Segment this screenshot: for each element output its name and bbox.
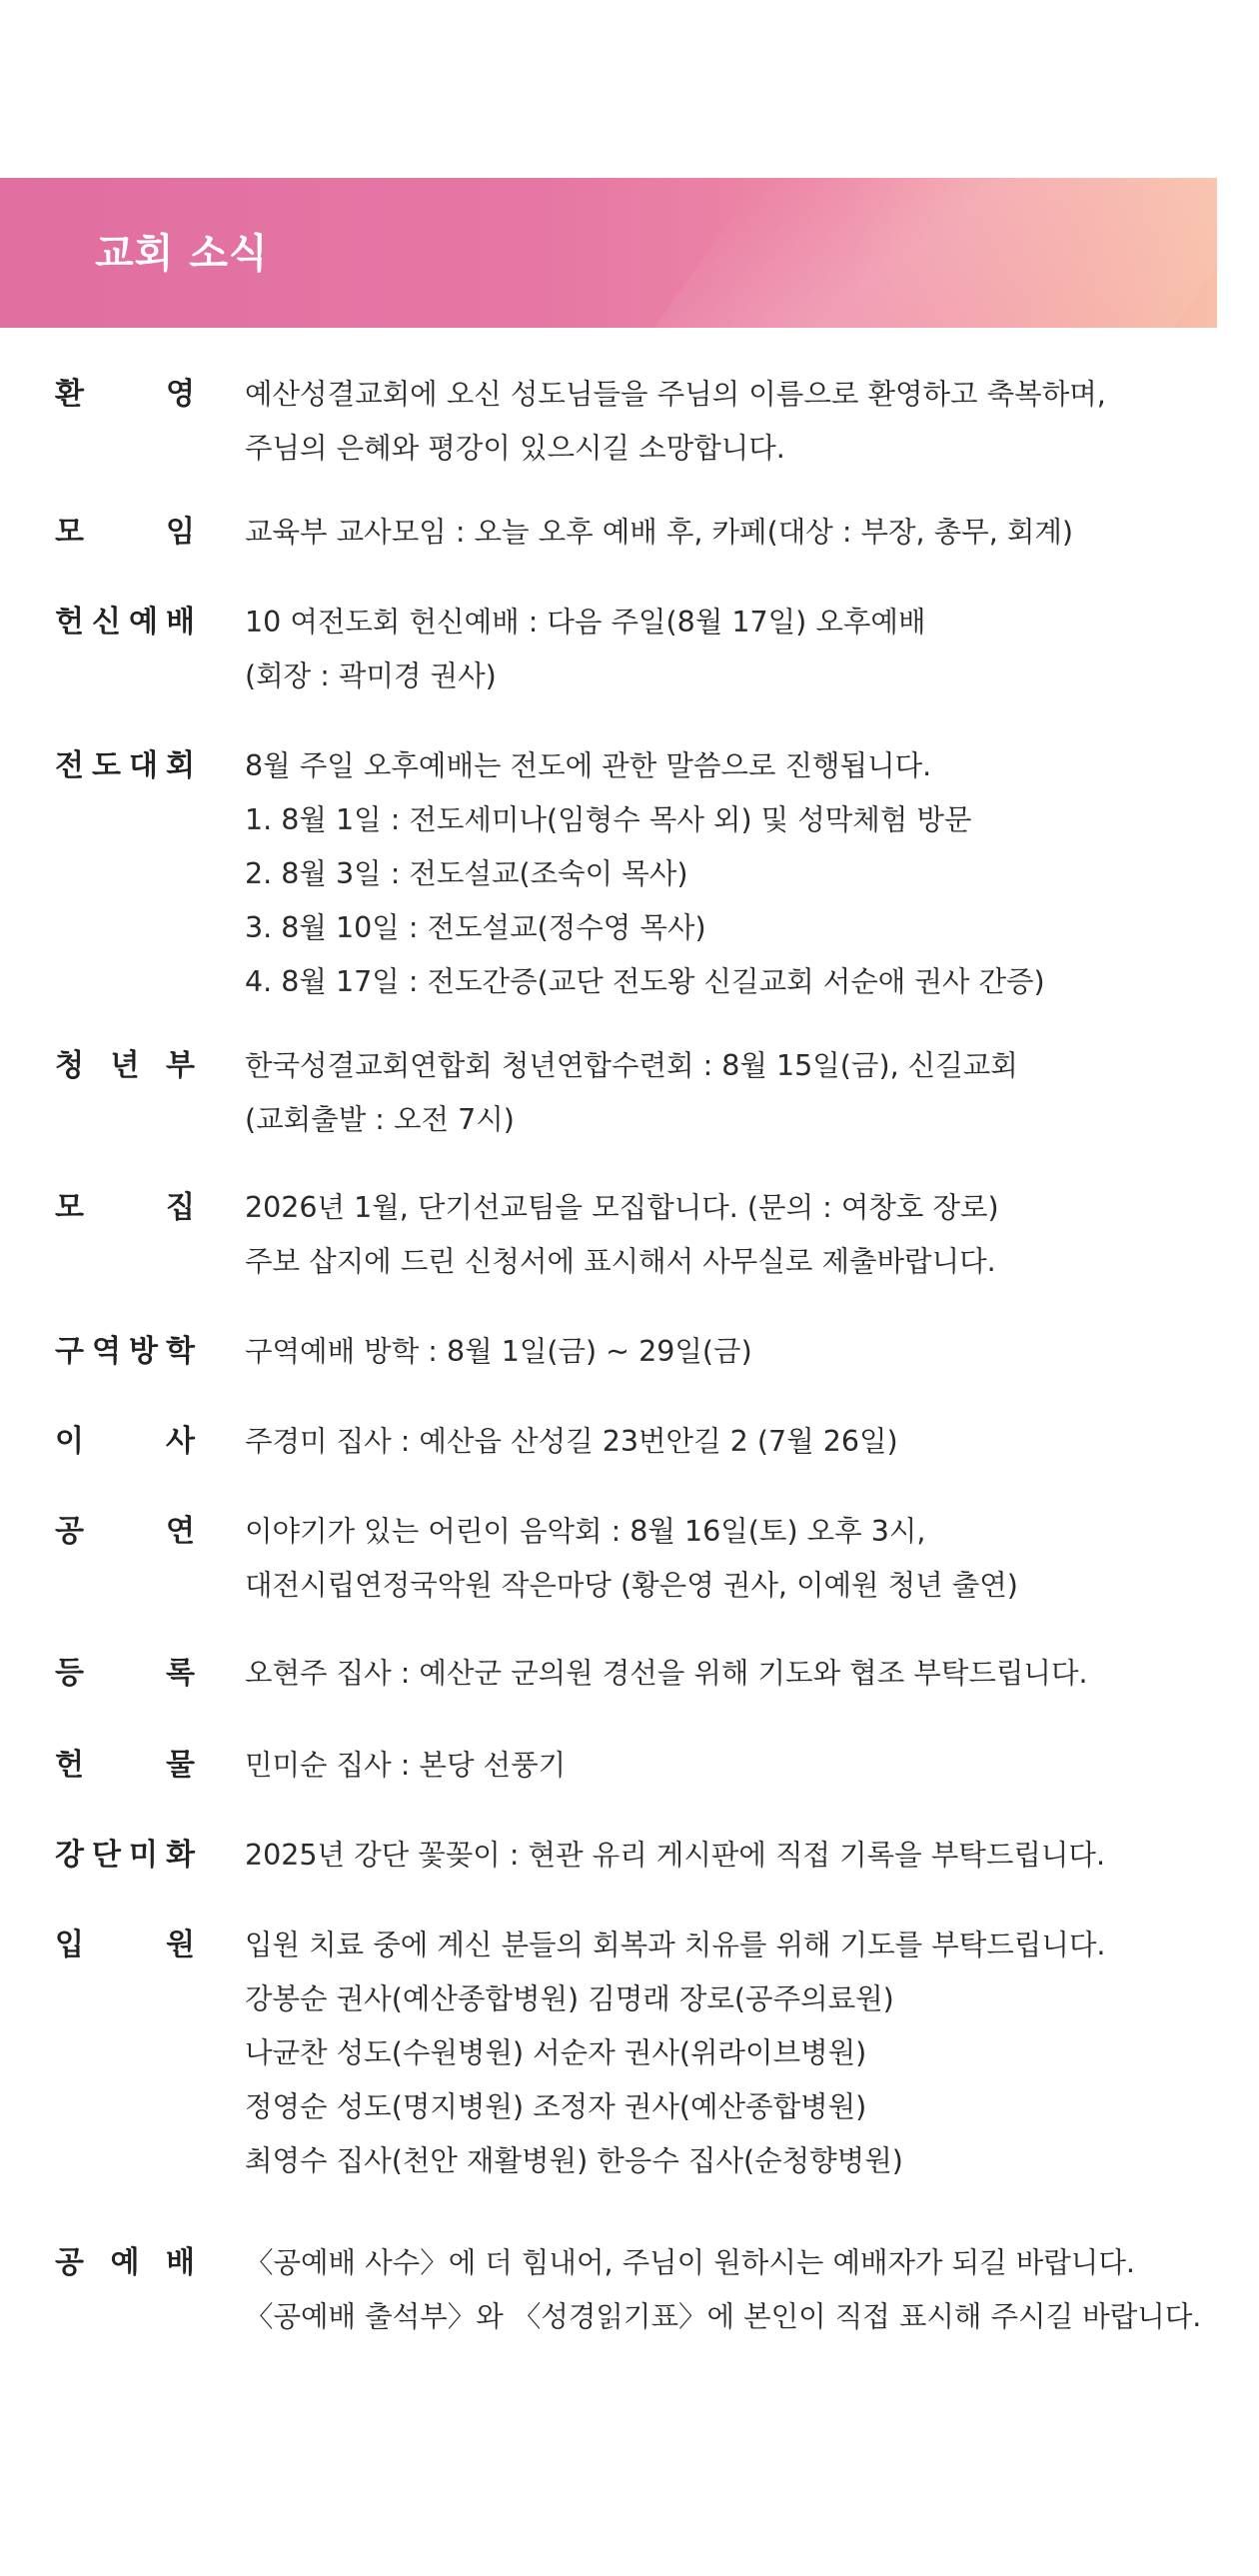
- entry-text: [245, 1415, 1224, 1469]
- entry-text: [245, 1739, 1224, 1793]
- entry-line: 강봉순 권사(예산종합병원) 김명래 장로(공주의료원): [245, 1982, 894, 2015]
- entry-text: [245, 1919, 1224, 2188]
- entry-label: 이 사: [55, 1424, 195, 1459]
- entry-label: 헌 물: [55, 1748, 195, 1783]
- entry-line: (회장 : 곽미경 권사): [245, 659, 497, 692]
- entry-line: 최영수 집사(천안 재활병원) 한응수 집사(순청향병원): [245, 2144, 903, 2177]
- entry-text: [245, 368, 1224, 476]
- page-title: 교회 소식: [95, 231, 269, 277]
- entry-line: 1. 8월 1일 : 전도세미나(임형수 목사 외) 및 성막체험 방문: [245, 803, 972, 836]
- entry-text: [245, 1829, 1224, 1883]
- entry-label: 구 역 방 학: [55, 1334, 195, 1369]
- entry-label: 공 예 배: [55, 2245, 195, 2280]
- entry-line: 4. 8월 17일 : 전도간증(교단 전도왕 신길교회 서순애 권사 간증): [245, 965, 1045, 998]
- entry-text: [245, 1181, 1224, 1289]
- entry-text: [245, 739, 1224, 1009]
- entry-text: [245, 1647, 1224, 1701]
- entry-text: [245, 1325, 1224, 1379]
- banner-shine: [654, 178, 1217, 328]
- entry-line: 한국성결교회연합회 청년연합수련회 : 8월 15일(금), 신길교회: [245, 1049, 1018, 1082]
- entry-line: 주보 삽지에 드린 신청서에 표시해서 사무실로 제출바랍니다.: [245, 1245, 996, 1278]
- entry-line: 오현주 집사 : 예산군 군의원 경선을 위해 기도와 협조 부탁드립니다.: [245, 1657, 1088, 1690]
- entry-label: 환 영: [55, 377, 195, 412]
- entry-text: [245, 1505, 1224, 1613]
- entry-line: 〈공예배 출석부〉와 〈성경읽기표〉에 본인이 직접 표시해 주시길 바랍니다.: [245, 2300, 1202, 2333]
- entry-text: [245, 1039, 1224, 1147]
- entry-line: 대전시립연정국악원 작은마당 (황은영 권사, 이예원 청년 출연): [245, 1569, 1018, 1602]
- entry-label: 입 원: [55, 1928, 195, 1962]
- entry-line: 나균찬 성도(수원병원) 서순자 권사(위라이브병원): [245, 2036, 867, 2069]
- entry-text: [245, 596, 1224, 703]
- entry-label: 헌 신 예 배: [55, 605, 195, 640]
- entry-label: 청 년 부: [55, 1048, 195, 1083]
- entry-label: 공 연: [55, 1514, 195, 1549]
- entry-text: [245, 506, 1224, 560]
- entry-line: 주경미 집사 : 예산읍 산성길 23번안길 2 (7월 26일): [245, 1425, 898, 1458]
- entry-line: 민미순 집사 : 본당 선풍기: [245, 1749, 567, 1782]
- entry-line: 8월 주일 오후예배는 전도에 관한 말씀으로 진행됩니다.: [245, 749, 932, 782]
- entry-line: 3. 8월 10일 : 전도설교(정수영 목사): [245, 911, 706, 944]
- entry-label: 전 도 대 회: [55, 748, 195, 783]
- entry-line: 정영순 성도(명지병원) 조정자 권사(예산종합병원): [245, 2090, 867, 2123]
- entry-line: 2. 8월 3일 : 전도설교(조숙이 목사): [245, 857, 688, 890]
- entry-line: 2026년 1월, 단기선교팀을 모집합니다. (문의 : 여창호 장로): [245, 1191, 999, 1224]
- entry-line: 주님의 은혜와 평강이 있으시길 소망합니다.: [245, 432, 785, 465]
- entry-label: 강 단 미 화: [55, 1838, 195, 1873]
- entry-label: 모 집: [55, 1190, 195, 1225]
- entry-line: 구역예배 방학 : 8월 1일(금) ~ 29일(금): [245, 1335, 752, 1368]
- entry-line: 교육부 교사모임 : 오늘 오후 예배 후, 카페(대상 : 부장, 총무, 회계): [245, 516, 1074, 549]
- entry-label: 모 임: [55, 515, 195, 550]
- entry-line: (교회출발 : 오전 7시): [245, 1103, 515, 1136]
- entry-line: 이야기가 있는 어린이 음악회 : 8월 16일(토) 오후 3시,: [245, 1515, 926, 1548]
- entry-line: 〈공예배 사수〉에 더 힘내어, 주님이 원하시는 예배자가 되길 바랍니다.: [245, 2246, 1135, 2279]
- entry-label: 등 록: [55, 1656, 195, 1691]
- entry-line: 입원 치료 중에 계신 분들의 회복과 치유를 위해 기도를 부탁드립니다.: [245, 1929, 1106, 1961]
- entry-text: [245, 2236, 1224, 2344]
- entry-line: 예산성결교회에 오신 성도님들을 주님의 이름으로 환영하고 축복하며,: [245, 378, 1106, 411]
- entry-line: 2025년 강단 꽃꽂이 : 현관 유리 게시판에 직접 기록을 부탁드립니다.: [245, 1839, 1106, 1872]
- entry-line: 10 여전도회 헌신예배 : 다음 주일(8월 17일) 오후예배: [245, 606, 926, 639]
